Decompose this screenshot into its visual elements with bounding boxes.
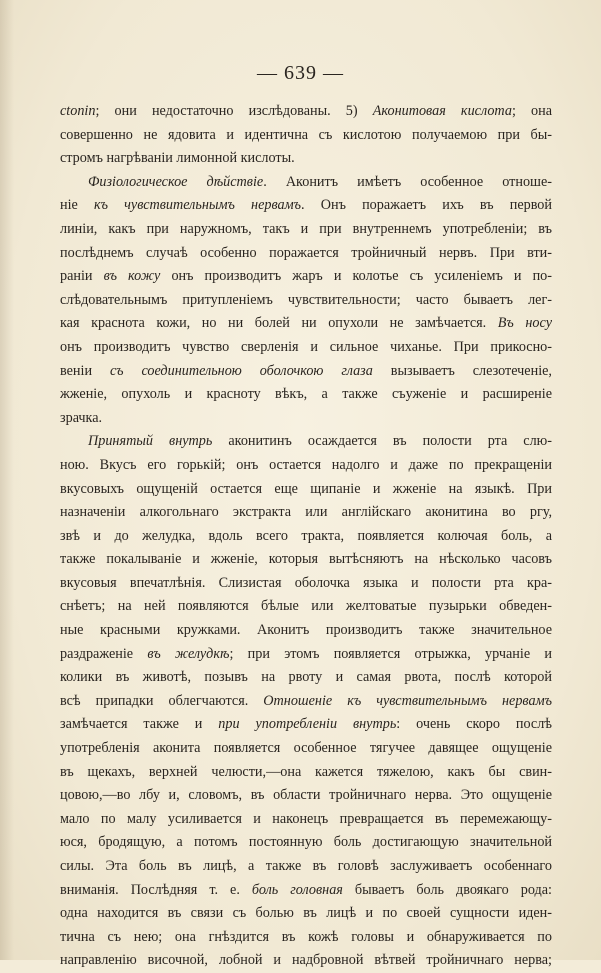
text-line xyxy=(60,879,552,903)
text-line xyxy=(60,430,552,454)
text-segment: послѣднемъ случаѣ особенно поражается тройничный нервъ. При вти- xyxy=(60,244,552,261)
page-gutter-shadow xyxy=(0,0,14,960)
text-line xyxy=(60,548,552,572)
text-line xyxy=(60,478,552,502)
text-line xyxy=(60,336,552,360)
text-line xyxy=(60,218,552,242)
text-segment: назначеніи алкогольнаго экстракта или англійскаго аконитина во ргу, xyxy=(60,504,552,521)
text-segment: онъ производитъ чувство сверленія и сильное чиханье. При прикосно- xyxy=(60,338,552,355)
text-line xyxy=(60,383,552,407)
text-line xyxy=(60,501,552,525)
italic-term: при употребленіи внутрь xyxy=(218,716,397,733)
italic-term: боль головная xyxy=(251,881,343,898)
text-line xyxy=(60,572,552,596)
text-line xyxy=(60,454,552,478)
text-segment: вызываетъ слезотеченіе, xyxy=(372,362,552,379)
text-segment: ніе xyxy=(60,197,94,214)
text-line xyxy=(60,808,552,832)
italic-term: Въ носу xyxy=(497,315,552,332)
text-segment: также покалываніе и жженіе, которыя вытѣсняютъ на нѣсколько часовъ xyxy=(60,551,552,568)
text-line xyxy=(60,690,552,714)
text-segment: одна находится въ связи съ болью въ лицѣ и по своей сущности иден- xyxy=(60,905,552,922)
text-segment: звѣ и до желудка, вдоль всего тракта, появляется колючая боль, а xyxy=(60,527,552,544)
text-line xyxy=(60,289,552,313)
text-line xyxy=(60,784,552,808)
text-segment: раздраженіе xyxy=(60,645,148,662)
text-segment: кая краснота кожи, но ни болей ни опухоли не замѣчается. xyxy=(60,315,498,332)
italic-term: къ чувствительнымъ нервамъ xyxy=(94,197,302,214)
italic-term: Аконитовая кислота xyxy=(372,103,512,119)
text-segment: тична съ нею; она гнѣздится въ кожѣ головы и обнаруживается по xyxy=(60,928,552,945)
italic-term: Отношеніе къ чувствительнымъ нервамъ xyxy=(263,692,552,709)
text-segment: вниманія. Послѣдняя т. е. xyxy=(60,881,252,898)
italic-term: въ кожу xyxy=(103,268,161,285)
text-line xyxy=(60,525,552,549)
italic-term: Физіологическое дѣйствіе xyxy=(88,173,264,190)
text-segment: употребленія аконита появляется особенное тягучее давящее ощущеніе xyxy=(60,740,552,757)
text-segment: : очень скоро послѣ xyxy=(396,716,552,733)
text-line xyxy=(60,147,552,171)
text-line xyxy=(60,312,552,336)
text-line xyxy=(60,171,552,195)
text-segment: стромъ нагрѣваніи лимонной кислоты. xyxy=(60,150,295,167)
text-segment: замѣчается также и xyxy=(60,716,219,733)
text-segment: цовою,—во лбу и, словомъ, въ области тройничнаго нерва. Это ощущеніе xyxy=(60,787,552,804)
text-segment: въ щекахъ, верхней челюсти,—она кажется тяжелою, какъ бы свин- xyxy=(60,763,552,780)
page-number: — 639 — xyxy=(257,62,344,84)
text-segment: ; она xyxy=(511,103,552,119)
text-line xyxy=(60,926,552,950)
text-segment: совершенно не ядовита и идентична съ кислотою получаемою при бы- xyxy=(60,126,552,143)
text-line xyxy=(60,265,552,289)
text-line xyxy=(60,902,552,926)
text-segment: бываетъ боль двоякаго рода: xyxy=(342,881,552,898)
text-line xyxy=(60,761,552,785)
text-segment: юся, бродящую, а потомъ постоянную боль достигающую значительной xyxy=(60,834,552,851)
text-line xyxy=(60,242,552,266)
text-segment: вкусовыхъ ощущеній остается еще щипаніе и жженіе на языкѣ. При xyxy=(60,480,552,497)
text-segment: мало по малу усиливается и наконецъ превращается въ перемежающу- xyxy=(60,810,552,827)
text-segment: вкусовыя впечатлѣнія. Слизистая оболочка языка и полости рта кра- xyxy=(60,574,552,591)
text-line xyxy=(60,666,552,690)
text-segment: ные красными кружками. Аконитъ производитъ также значительное xyxy=(60,622,552,639)
text-line xyxy=(60,619,552,643)
text-line xyxy=(60,643,552,667)
text-segment: направленію височной, лобной и надбровной вѣтвей тройничнаго нерва; xyxy=(60,952,552,969)
text-line xyxy=(60,194,552,218)
text-segment: зрачка. xyxy=(60,409,103,426)
text-segment: . Онъ поражаетъ ихъ въ первой xyxy=(301,197,552,214)
text-segment: ; они недостаточно изслѣдованы. 5) xyxy=(95,103,373,119)
text-segment: слѣдовательнымъ притупленіемъ чувствительности; часто бываетъ лег- xyxy=(60,291,552,308)
body-text xyxy=(60,100,552,973)
text-line xyxy=(60,737,552,761)
text-line xyxy=(60,595,552,619)
text-segment: силы. Эта боль въ лицѣ, а также въ головѣ заслуживаетъ особеннаго xyxy=(60,858,552,874)
italic-term: ctonin xyxy=(60,103,96,119)
italic-term: Принятый внутрь xyxy=(88,433,213,450)
text-segment: веніи xyxy=(60,362,111,379)
text-line xyxy=(60,407,552,431)
text-segment: ною. Вкусъ его горькій; онъ остается надолго и даже по прекращеніи xyxy=(60,456,552,473)
text-segment: ; при этомъ появляется отрыжка, урчаніе и xyxy=(229,645,552,662)
italic-term: въ желудкѣ xyxy=(147,645,230,662)
text-segment: всѣ припадки облегчаются. xyxy=(60,692,264,709)
text-segment: аконитинъ осаждается въ полости рта слю- xyxy=(212,433,552,450)
text-segment: жженіе, опухоль и красноту вѣкъ, а также съуженіе и расширеніе xyxy=(60,386,552,403)
text-segment: колики въ животѣ, позывъ на рвоту и самая рвота, послѣ которой xyxy=(60,669,552,686)
text-line xyxy=(60,124,552,148)
text-line xyxy=(60,360,552,384)
text-line xyxy=(60,831,552,855)
text-line xyxy=(60,100,552,124)
text-line xyxy=(60,949,552,973)
text-segment: онъ производитъ жаръ и колотье съ усиленіемъ и по- xyxy=(160,268,552,285)
italic-term: съ соединительною оболочкою глаза xyxy=(110,362,373,379)
text-segment: снѣетъ; на ней появляются бѣлые или желтоватые пузырьки обведен- xyxy=(60,598,552,615)
text-segment: линіи, какъ при наружномъ, такъ и при внутреннемъ употребленіи; въ xyxy=(60,220,552,237)
text-segment: . Аконитъ имѣетъ особенное отноше- xyxy=(263,173,552,190)
text-segment: раніи xyxy=(60,268,104,285)
text-line xyxy=(60,855,552,879)
text-line xyxy=(60,713,552,737)
